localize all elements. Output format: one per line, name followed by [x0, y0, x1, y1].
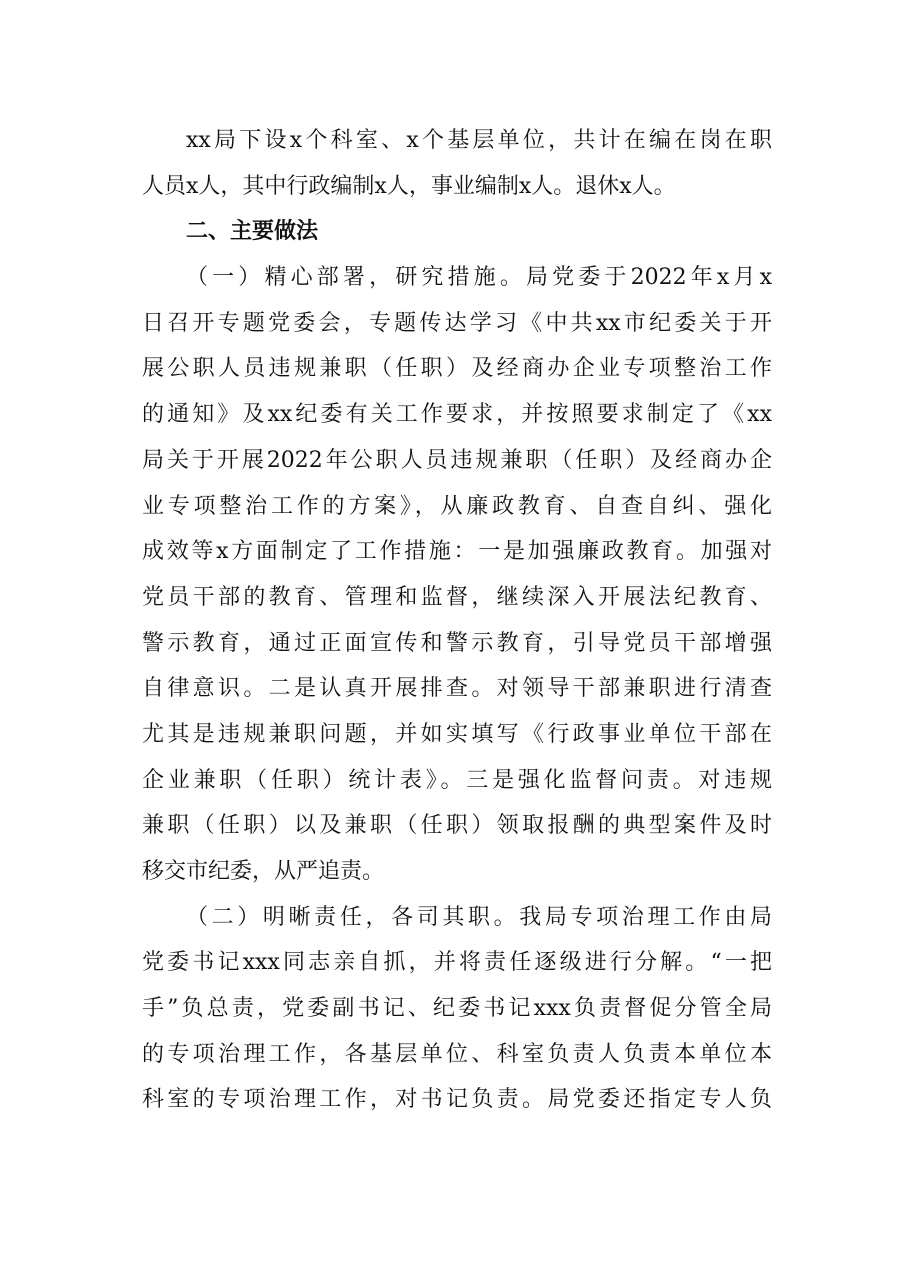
paragraph-2-line-13: 兼职（任职）以及兼职（任职）领取报酬的典型案件及时	[142, 813, 772, 839]
paragraph-3-line-5: 科室的专项治理工作，对书记负责。局党委还指定专人负	[142, 1087, 772, 1113]
section-heading: 二、主要做法	[186, 219, 319, 245]
paragraph-3-line-2: 党委书记xxx同志亲自抓，并将责任逐级进行分解。“一把	[142, 950, 772, 976]
paragraph-3-line-1: （二）明晰责任，各司其职。我局专项治理工作由局	[186, 904, 772, 930]
paragraph-3-line-4: 的专项治理工作，各基层单位、科室负责人负责本单位本	[142, 1041, 772, 1067]
paragraph-2-line-8: 党员干部的教育、管理和监督，继续深入开展法纪教育、	[142, 584, 772, 610]
paragraph-2-line-14: 移交市纪委，从严追责。	[142, 859, 385, 884]
paragraph-2-line-6: 业专项整治工作的方案》，从廉政教育、自查自纠、强化	[142, 493, 772, 519]
paragraph-2-line-9: 警示教育，通过正面宣传和警示教育，引导党员干部增强	[142, 630, 772, 656]
paragraph-1-line-2: 人员x人，其中行政编制x人，事业编制x人。退休x人。	[142, 173, 676, 199]
paragraph-2-line-12: 企业兼职（任职）统计表》。三是强化监督问责。对违规	[142, 767, 772, 793]
paragraph-3-line-3: 手”负总责，党委副书记、纪委书记xxx负责督促分管全局	[142, 996, 772, 1022]
document-body	[142, 118, 772, 1123]
paragraph-2-line-2: 日召开专题党委会，专题传达学习《中共xx市纪委关于开	[142, 310, 772, 336]
paragraph-2-line-4: 的通知》及xx纪委有关工作要求，并按照要求制定了《xx	[142, 402, 772, 428]
paragraph-2-line-10: 自律意识。二是认真开展排查。对领导干部兼职进行清查	[142, 676, 772, 702]
paragraph-2-line-5: 局关于开展2022年公职人员违规兼职（任职）及经商办企	[142, 447, 772, 473]
paragraph-2-line-1: （一）精心部署，研究措施。局党委于2022年x月x	[186, 265, 772, 291]
paragraph-2-line-11: 尤其是违规兼职问题，并如实填写《行政事业单位干部在	[142, 721, 772, 747]
paragraph-2-line-7: 成效等x方面制定了工作措施：一是加强廉政教育。加强对	[142, 539, 772, 565]
paragraph-2-line-3: 展公职人员违规兼职（任职）及经商办企业专项整治工作	[142, 356, 772, 382]
paragraph-1-line-1: xx局下设x个科室、x个基层单位，共计在编在岗在职	[186, 128, 772, 153]
